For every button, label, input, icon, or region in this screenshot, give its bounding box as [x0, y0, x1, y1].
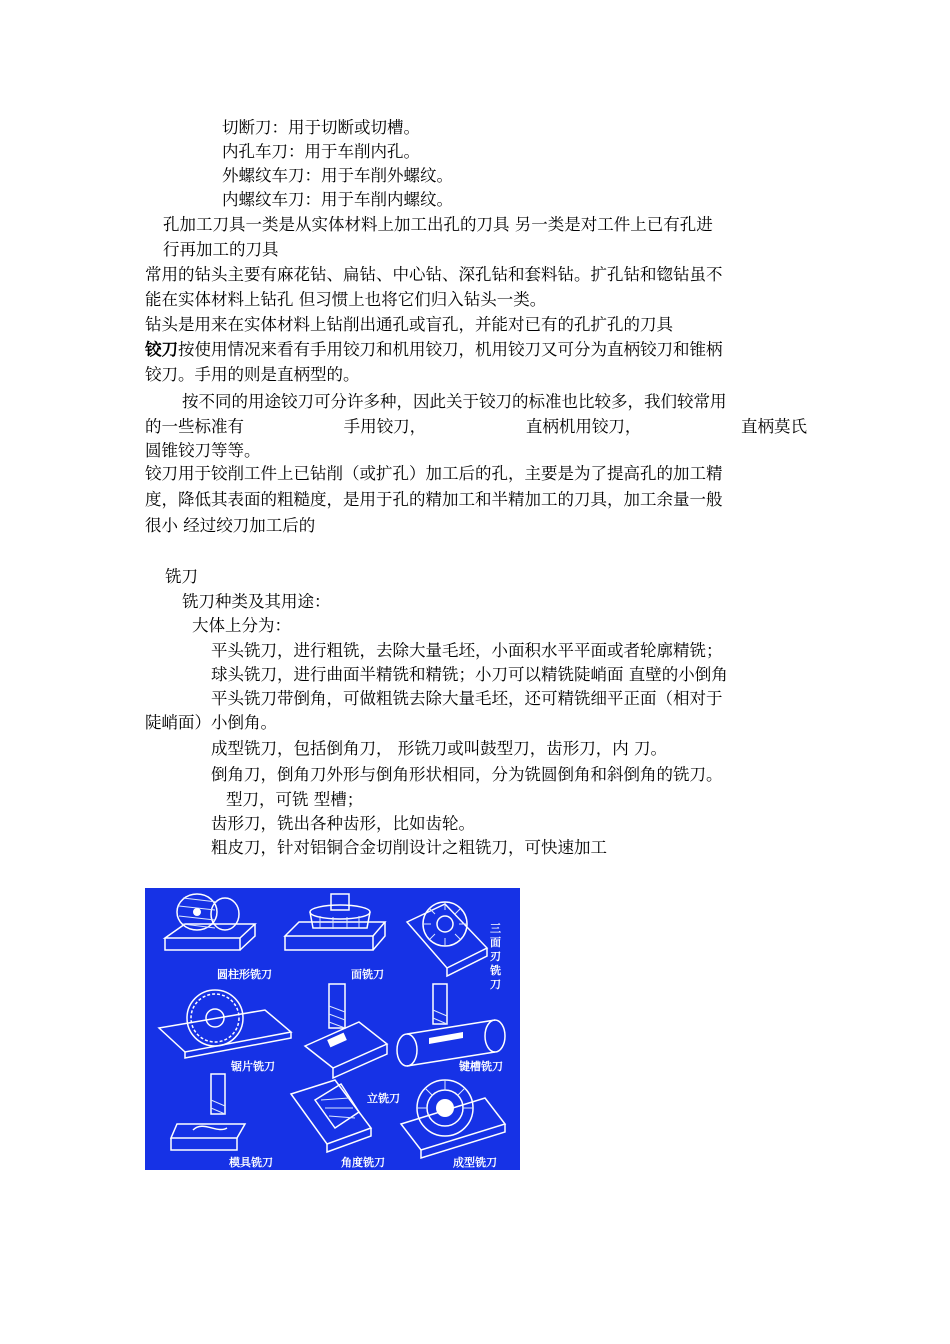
milling-item-8: 粗皮刀，针对铝铜合金切削设计之粗铣刀，可快速加工 [211, 838, 607, 857]
reamer-standard-morse: 直柄莫氏 [740, 417, 807, 436]
caption-side-face-cutter-5: 刀 [490, 978, 501, 991]
reamer-line-2: 铰刀。手用的则是直柄型的。 [145, 365, 360, 384]
angle-cutter-drawing [291, 1080, 371, 1152]
caption-end-mill: 立铣刀 [367, 1092, 400, 1105]
caption-cylindrical-cutter: 圆柱形铣刀 [217, 968, 272, 981]
caption-side-face-cutter-2: 面 [490, 936, 501, 949]
slitting-saw-drawing [159, 990, 291, 1058]
lathe-tool-line-4: 内螺纹车刀：用于车削内螺纹。 [222, 190, 453, 209]
hole-tools-text-1: 一类是从实体材料上加工出孔的刀具 另一类是对工件上已有孔进 [245, 215, 713, 234]
form-cutter-drawing [401, 1080, 505, 1158]
milling-item-5: 倒角刀，倒角刀外形与倒角形状相同，分为铣圆倒角和斜倒角的铣刀。 [211, 765, 723, 784]
reamer-line-7: 度，降低其表面的粗糙度，是用于孔的精加工和半精加工的刀具，加工余量一般 [145, 490, 723, 509]
reamer-heading: 铰刀 [145, 340, 178, 359]
caption-keyway-cutter: 键槽铣刀 [459, 1060, 503, 1073]
milling-item-6: 型刀，可铣 型槽； [226, 790, 364, 809]
caption-face-mill: 面铣刀 [351, 968, 384, 981]
die-mill-drawing [171, 1074, 245, 1150]
caption-slitting-saw: 锯片铣刀 [231, 1060, 275, 1073]
milling-heading: 铣刀 [165, 567, 198, 586]
milling-item-1: 平头铣刀，进行粗铣，去除大量毛坯，小面积水平平面或者轮廓精铣； [211, 641, 723, 660]
milling-subtitle: 铣刀种类及其用途： [182, 592, 331, 611]
reamer-line-4 [145, 415, 807, 439]
caption-form-cutter: 成型铣刀 [453, 1156, 497, 1169]
lathe-tool-line-2: 内孔车刀：用于车削内孔。 [222, 142, 420, 161]
reamer-standards-label: 的一些标准有 [145, 417, 244, 436]
caption-side-face-cutter-3: 刃 [490, 950, 501, 963]
milling-item-3: 平头铣刀带倒角，可做粗铣去除大量毛坯，还可精铣细平正面（相对于 [211, 689, 723, 708]
keyway-cutter-drawing [397, 984, 505, 1066]
reamer-text-1: 按使用情况来看有手用铰刀和机用铰刀，机用铰刀又可分为直柄铰刀和锥柄 [178, 340, 723, 359]
caption-die-mill: 模具铣刀 [229, 1156, 273, 1169]
reamer-line-5: 圆锥铰刀等等。 [145, 441, 261, 460]
reamer-line-6: 铰刀用于铰削工件上已钻削（或扩孔）加工后的孔，主要是为了提高孔的加工精 [145, 464, 723, 483]
cylindrical-cutter-drawing [165, 894, 255, 950]
milling-item-4: 成型铣刀，包括倒角刀， 形铣刀或叫鼓型刀，齿形刀，内 刀。 [211, 739, 667, 758]
milling-cutters-illustration [145, 888, 520, 1170]
side-face-cutter-drawing [407, 902, 487, 976]
lathe-tool-line-3: 外螺纹车刀：用于车削外螺纹。 [222, 166, 453, 185]
caption-side-face-cutter-4: 铣 [490, 964, 501, 977]
drill-line-1: 常用的钻头主要有麻花钻、扁钻、中心钻、深孔钻和套料钻。扩孔钻和锪钻虽不 [145, 265, 723, 284]
end-mill-drawing [305, 984, 387, 1078]
hole-tools-heading: 孔加工刀具 [163, 215, 246, 234]
reamer-standard-hand: 手用铰刀， [343, 417, 427, 436]
reamer-line-3: 按不同的用途铰刀可分许多种，因此关于铰刀的标准也比较多，我们较常用 [182, 392, 727, 411]
drill-line-3: 钻头是用来在实体材料上钻削出通孔或盲孔，并能对已有的孔扩孔的刀具 [145, 315, 673, 334]
reamer-standard-machine: 直柄机用铰刀， [525, 417, 642, 436]
milling-item-3-cont: 陡峭面）小倒角。 [145, 713, 277, 732]
drill-line-2: 能在实体材料上钻孔 但习惯上也将它们归入钻头一类。 [145, 290, 547, 309]
face-mill-drawing [285, 894, 385, 950]
caption-angle-cutter: 角度铣刀 [341, 1156, 385, 1169]
milling-intro: 大体上分为： [192, 616, 291, 635]
caption-side-face-cutter-1: 三 [490, 922, 501, 935]
milling-cutters-figure [145, 888, 520, 1170]
milling-item-2: 球头铣刀，进行曲面半精铣和精铣；小刀可以精铣陡峭面 直壁的小倒角 [211, 665, 728, 684]
lathe-tool-line-1: 切断刀：用于切断或切槽。 [222, 118, 420, 137]
hole-tools-paragraph-line-2: 行再加工的刀具 [163, 240, 279, 259]
reamer-line-1 [145, 338, 723, 362]
reamer-line-8: 很小 经过绞刀加工后的 [145, 516, 316, 535]
hole-tools-paragraph-line-1 [163, 213, 713, 237]
milling-item-7: 齿形刀，铣出各种齿形，比如齿轮。 [211, 814, 475, 833]
